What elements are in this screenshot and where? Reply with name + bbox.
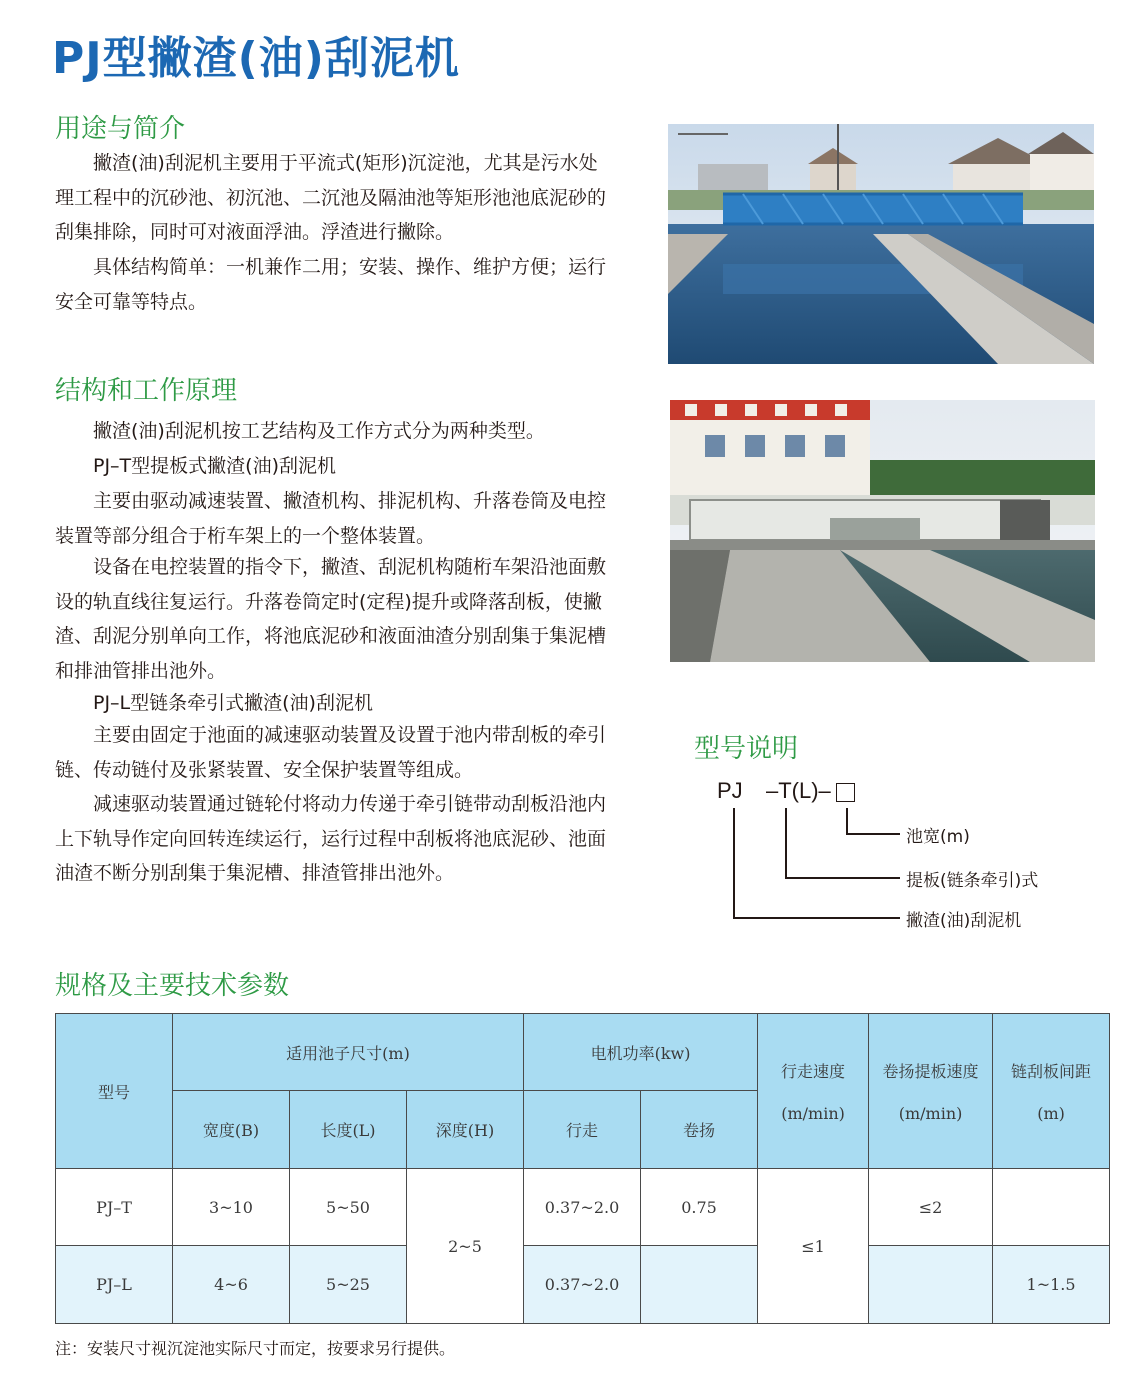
cell-walk: 0.37~2.0: [524, 1169, 641, 1246]
leader-line-machine-h: [733, 917, 900, 919]
cell-length: 5~50: [290, 1169, 407, 1246]
section-heading-structure: 结构和工作原理: [55, 376, 238, 406]
cell-lift-speed: ≤2: [869, 1169, 993, 1246]
header-chain-spacing: [993, 1014, 1110, 1169]
leader-line-type-v: [785, 808, 787, 878]
cell-spacing: [993, 1169, 1110, 1246]
model-code-prefix: PJ: [717, 778, 743, 803]
section-heading-model: 型号说明: [694, 734, 799, 764]
header-chain-spacing-label: 链刮板间距: [1011, 1062, 1092, 1081]
cell-model: PJ–T: [56, 1169, 173, 1246]
structure-paragraph-2: PJ–T型提板式撇渣(油)刮泥机: [93, 455, 336, 477]
model-code-width-box: [836, 783, 855, 802]
model-label-machine: 撇渣(油)刮泥机: [906, 911, 1022, 931]
photo-bridge-scraper-basin: [668, 124, 1094, 364]
usage-paragraph-1: 撇渣(油)刮泥机主要用于平流式(矩形)沉淀池，尤其是污水处理工程中的沉砂池、初沉池、二沉池及隔油池等矩形池池底泥砂的刮集排除，同时可对液面浮油。浮渣进行撇除。: [55, 152, 607, 243]
section-heading-specs: 规格及主要技术参数: [55, 971, 290, 1001]
cell-length: 5~25: [290, 1246, 407, 1324]
model-label-width: 池宽(m): [906, 827, 970, 847]
cell-spacing: 1~1.5: [993, 1246, 1110, 1324]
leader-line-type-h: [785, 877, 900, 879]
header-pool-size: 适用池子尺寸(m): [173, 1014, 524, 1091]
structure-paragraph-4: 设备在电控装置的指令下，撇渣、刮泥机构随桁车架沿池面敷设的轨直线往复运行。升落卷筒定时(定程)提升或降落刮板，使撇渣、刮泥分别单向工作，将池底泥砂和液面油渣分别刮集于集泥槽和排油管排出池外。: [55, 556, 607, 682]
spec-table: [55, 1013, 1110, 1324]
header-model: 型号: [56, 1014, 173, 1169]
header-width: 宽度(B): [173, 1091, 290, 1169]
header-motor-power: 电机功率(kw): [524, 1014, 758, 1091]
cell-width: 4~6: [173, 1246, 290, 1324]
cell-hoist: 0.75: [641, 1169, 758, 1246]
photo-scraper-over-channel: [670, 400, 1095, 662]
header-depth: 深度(H): [407, 1091, 524, 1169]
cell-walk: 0.37~2.0: [524, 1246, 641, 1324]
structure-paragraph-5: PJ–L型链条牵引式撇渣(油)刮泥机: [93, 692, 373, 714]
photo-1-illustration: [668, 124, 1094, 364]
section-heading-usage: 用途与简介: [55, 114, 186, 144]
photo-2-illustration: [670, 400, 1095, 662]
cell-lift-speed: [869, 1246, 993, 1324]
cell-hoist: [641, 1246, 758, 1324]
header-travel-speed-label: 行走速度: [781, 1062, 846, 1081]
cell-travel-speed-shared: ≤1: [758, 1169, 869, 1324]
structure-paragraph-7: 减速驱动装置通过链轮付将动力传递于牵引链带动刮板沿池内上下轨导作定向回转连续运行，运行过程中刮板将池底泥砂、池面油渣不断分别刮集于集泥槽、排渣管排出池外。: [55, 793, 607, 884]
header-travel-speed-unit: (m/min): [781, 1104, 845, 1123]
header-lift-speed: [869, 1014, 993, 1169]
table-row: [56, 1169, 1110, 1246]
page-title: PJ型撇渣(油)刮泥机: [52, 33, 460, 84]
footnote: 注：安装尺寸视沉淀池实际尺寸而定，按要求另行提供。: [55, 1339, 456, 1358]
header-lift-speed-label: 卷扬提板速度: [882, 1062, 979, 1081]
table-row: [56, 1246, 1110, 1324]
header-hoist: 卷扬: [641, 1091, 758, 1169]
cell-depth-shared: 2~5: [407, 1169, 524, 1324]
structure-paragraph-6: 主要由固定于池面的减速驱动装置及设置于池内带刮板的牵引链、传动链付及张紧装置、安全保护装置等组成。: [55, 724, 607, 781]
model-code-suffix: –T(L)–: [766, 778, 831, 803]
header-length: 长度(L): [290, 1091, 407, 1169]
usage-paragraph-2: 具体结构简单：一机兼作二用；安装、操作、维护方便；运行安全可靠等特点。: [55, 256, 607, 313]
header-walk: 行走: [524, 1091, 641, 1169]
leader-line-width-v: [846, 808, 848, 834]
cell-model: PJ–L: [56, 1246, 173, 1324]
structure-paragraph-1: 撇渣(油)刮泥机按工艺结构及工作方式分为两种类型。: [93, 420, 545, 442]
header-travel-speed: [758, 1014, 869, 1169]
structure-paragraph-3: 主要由驱动减速装置、撇渣机构、排泥机构、升落卷筒及电控装置等部分组合于桁车架上的一个整体装置。: [55, 490, 607, 547]
leader-line-width-h: [846, 833, 900, 835]
header-lift-speed-unit: (m/min): [898, 1104, 963, 1123]
cell-width: 3~10: [173, 1169, 290, 1246]
model-label-type: 提板(链条牵引)式: [906, 871, 1039, 891]
leader-line-machine-v: [733, 808, 735, 918]
header-chain-spacing-unit: (m): [1037, 1104, 1065, 1123]
